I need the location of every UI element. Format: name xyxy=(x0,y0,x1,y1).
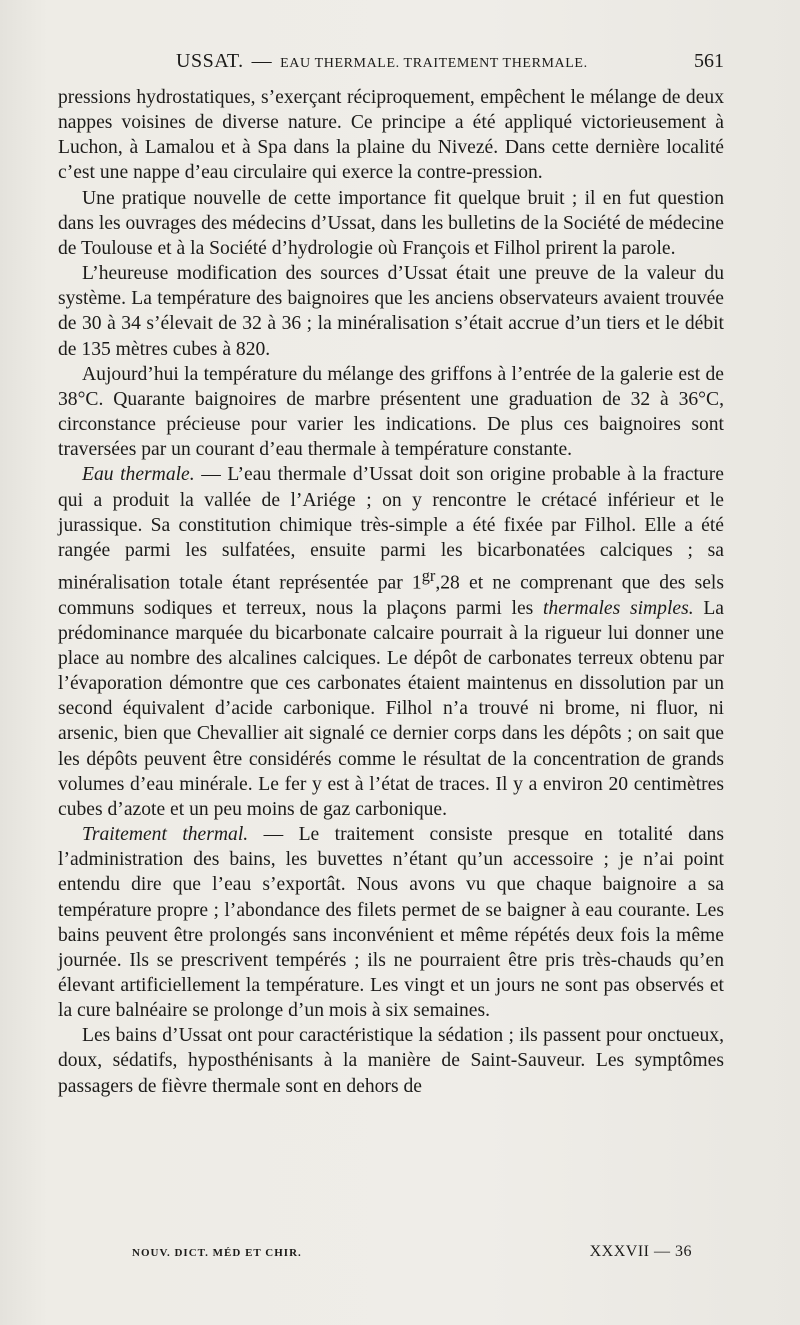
gram-superscript: gr xyxy=(421,565,436,585)
running-title-main: USSAT. xyxy=(176,50,244,72)
title-separator: — xyxy=(251,50,273,72)
page-number: 561 xyxy=(694,50,724,72)
heading-dash: — xyxy=(248,824,299,846)
footer-volume: XXXVII — 36 xyxy=(589,1243,692,1260)
paragraph-3: L’heureuse modification des sources d’Ussat était une preuve de la valeur du système. La température des baignoires que les anciens observateurs avaient trouvée de 30 à 34 s’élevait de 32 à 36 ; la minéralisation s’était accrue d’un tiers et le débit de 135 mètres cubes à 820. xyxy=(58,263,724,360)
paragraph-2: Une pratique nouvelle de cette importance fit quelque bruit ; il en fut question dans les ouvrages des médecins d’Ussat, dans les bulletins de la Société de médecine de Toulouse et à la Société d’hydrologie où François et Filhol prirent la parole. xyxy=(58,187,724,259)
section-heading-traitement-thermal: Traitement thermal. xyxy=(82,824,249,846)
paragraph-7: Les bains d’Ussat ont pour caractéristique la sédation ; ils passent pour onctueux, doux, sédatifs, hyposthénisants à la manière de Saint-Sauveur. Les symptômes passagers de fièvre thermale sont en dehors de xyxy=(58,1025,724,1097)
emphasis-thermales-simples: thermales simples. xyxy=(542,597,694,619)
paragraph-6-text: Le traitement consiste presque en totalité dans l’administration des bains, les buvettes n’étant qu’un accessoire ; je n’ai point entendu dire que l’eau s’exportât. Nous avons vu que chaque baignoire a sa température propre ; l’abondance des filets permet de se baigner à eau courante. Les bains peuvent être prolongés sans inconvénient et même répétés deux fois la même journée. Ils se prescrivent tempérés ; ils ne pourraient être pris très-chauds qu’en élevant artificiellement la température. Les vingt et un jours ne sont pas observés et la cure balnéaire se prolonge d’un mois à six semaines. xyxy=(58,824,724,1022)
running-header xyxy=(86,50,724,80)
footer-publication: NOUV. DICT. MÉD ET CHIR. xyxy=(132,1247,302,1259)
paragraph-4: Aujourd’hui la température du mélange des griffons à l’entrée de la galerie est de 38°C. Quarante baignoires de marbre présentent une graduation de 32 à 36°C, circonstance précieuse pour varier les indications. De plus ces baignoires sont traversées par un courant d’eau thermale à température constante. xyxy=(58,363,724,461)
paragraph-5-text-c: La prédominance marquée du bicarbonate calcaire pourrait à la rigueur lui donner une place au nombre des alcalines calciques. Le dépôt de carbonates terreux obtenu par l’évaporation démontre que ces carbonates étaient maintenus en dissolution par un second équivalent d’acide carbonique. Filhol n’a trouvé ni brome, ni fluor, ni arsenic, bien que Chevallier ait signalé ce dernier corps dans les dépôts ; on sait que les dépôts peuvent être considérés comme le résultat de la concentration de grands volumes d’eau minérale. Le fer y est à l’état de traces. Il y a environ 20 centimètres cubes d’azote et un peu moins de gaz carbonique. xyxy=(58,597,724,820)
page-footer xyxy=(132,1243,692,1261)
paragraph-5 xyxy=(58,462,724,822)
paragraph-6 xyxy=(58,822,724,1023)
paragraph-5-text-b: ,28 et ne comprenant que des sels communs sodiques et terreux, nous la plaçons parmi les xyxy=(58,572,724,619)
running-title xyxy=(176,50,588,73)
paragraph-1: pressions hydrostatiques, s’exerçant réciproquement, empêchent le mélange de deux nappes voisines de diverse nature. Ce principe a été appliqué victorieusement à Luchon, à Lamalou et à Spa dans la plaine du Nivezé. Dans cette dernière localité c’est une nappe d’eau circulaire qui exerce la contre-pression. xyxy=(58,87,724,184)
heading-dash: — xyxy=(194,464,228,486)
paragraph-5-text: L’eau thermale d’Ussat doit son origine probable à la fracture qui a produit la vallée de l’Ariége ; on y rencontre le crétacé inférieur et le jurassique. Sa constitution chimique très-simple a été fixée par Filhol. Elle a été rangée parmi les sulfatées, ensuite parmi les bicarbonatées calciques ; sa minéralisation totale étant représentée par 1 xyxy=(58,464,724,594)
page-body xyxy=(58,85,724,1099)
section-heading-eau-thermale: Eau thermale. xyxy=(82,464,195,486)
running-subtitle: EAU THERMALE. TRAITEMENT THERMALE. xyxy=(280,56,588,71)
